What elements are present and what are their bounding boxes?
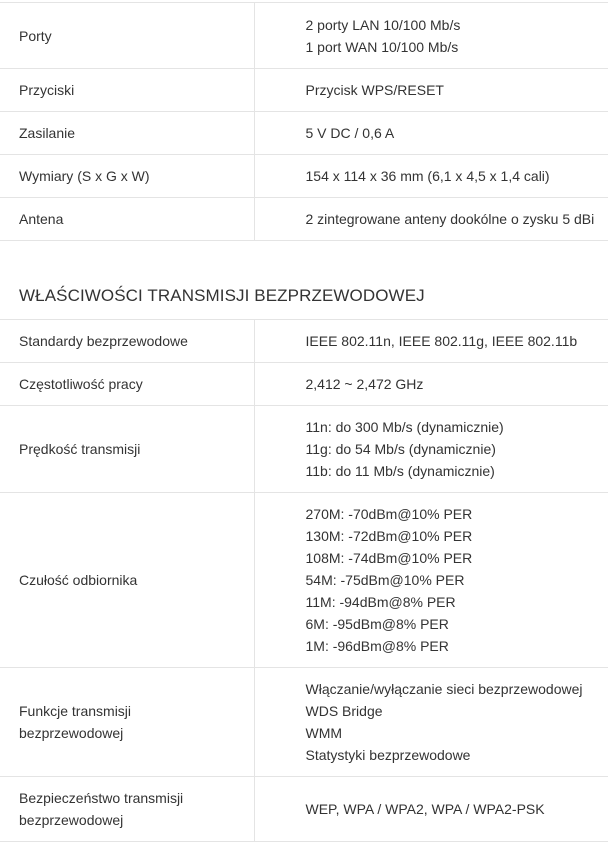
- table-row: [0, 69, 608, 112]
- table-row: [0, 493, 608, 668]
- row-value: [254, 363, 608, 406]
- table-row: [0, 668, 608, 777]
- row-label: Porty: [0, 3, 254, 69]
- wireless-spec-table: [0, 319, 608, 842]
- table-row: [0, 406, 608, 493]
- table-row: [0, 777, 608, 842]
- value-line: Statystyki bezprzewodowe: [306, 744, 608, 766]
- value-line: WEP, WPA / WPA2, WPA / WPA2-PSK: [306, 798, 608, 820]
- value-line: 11g: do 54 Mb/s (dynamicznie): [306, 438, 608, 460]
- table-row: [0, 198, 608, 241]
- row-value: [254, 112, 608, 155]
- value-line: 1M: -96dBm@8% PER: [306, 635, 608, 657]
- row-value: [254, 320, 608, 363]
- row-value: [254, 155, 608, 198]
- table-row: [0, 112, 608, 155]
- row-label: Wymiary (S x G x W): [0, 155, 254, 198]
- value-line: 270M: -70dBm@10% PER: [306, 503, 608, 525]
- value-line: 11b: do 11 Mb/s (dynamicznie): [306, 460, 608, 482]
- value-line: 154 x 114 x 36 mm (6,1 x 4,5 x 1,4 cali): [306, 165, 608, 187]
- value-line: 130M: -72dBm@10% PER: [306, 525, 608, 547]
- value-line: 11M: -94dBm@8% PER: [306, 591, 608, 613]
- section-title: WŁAŚCIWOŚCI TRANSMISJI BEZPRZEWODOWEJ: [0, 241, 608, 319]
- value-line: 6M: -95dBm@8% PER: [306, 613, 608, 635]
- row-value: [254, 668, 608, 777]
- value-line: 54M: -75dBm@10% PER: [306, 569, 608, 591]
- value-line: 5 V DC / 0,6 A: [306, 122, 608, 144]
- row-label: Prędkość transmisji: [0, 406, 254, 493]
- value-line: WMM: [306, 722, 608, 744]
- hardware-spec-table: [0, 2, 608, 241]
- value-line: IEEE 802.11n, IEEE 802.11g, IEEE 802.11b: [306, 330, 608, 352]
- row-value: [254, 777, 608, 842]
- row-label: [0, 777, 254, 842]
- row-value: [254, 198, 608, 241]
- value-line: 2,412 ~ 2,472 GHz: [306, 373, 608, 395]
- value-line: Włączanie/wyłączanie sieci bezprzewodowej: [306, 678, 608, 700]
- value-line: 1 port WAN 10/100 Mb/s: [306, 36, 608, 58]
- value-line: 2 porty LAN 10/100 Mb/s: [306, 14, 608, 36]
- row-value: [254, 69, 608, 112]
- value-line: WDS Bridge: [306, 700, 608, 722]
- row-value: [254, 3, 608, 69]
- row-label: [0, 668, 254, 777]
- value-line: 2 zintegrowane anteny dookólne o zysku 5 dBi: [306, 208, 608, 230]
- value-line: 108M: -74dBm@10% PER: [306, 547, 608, 569]
- row-label: Antena: [0, 198, 254, 241]
- table-row: [0, 363, 608, 406]
- value-line: 11n: do 300 Mb/s (dynamicznie): [306, 416, 608, 438]
- label-text: Funkcje transmisji bezprzewodowej: [19, 700, 159, 744]
- row-value: [254, 493, 608, 668]
- label-text: Bezpieczeństwo transmisji bezprzewodowej: [19, 787, 209, 831]
- row-label: Przyciski: [0, 69, 254, 112]
- table-row: [0, 155, 608, 198]
- value-line: Przycisk WPS/RESET: [306, 79, 608, 101]
- table-row: [0, 320, 608, 363]
- row-value: [254, 406, 608, 493]
- row-label: Częstotliwość pracy: [0, 363, 254, 406]
- row-label: Czułość odbiornika: [0, 493, 254, 668]
- row-label: Standardy bezprzewodowe: [0, 320, 254, 363]
- row-label: Zasilanie: [0, 112, 254, 155]
- table-row: [0, 3, 608, 69]
